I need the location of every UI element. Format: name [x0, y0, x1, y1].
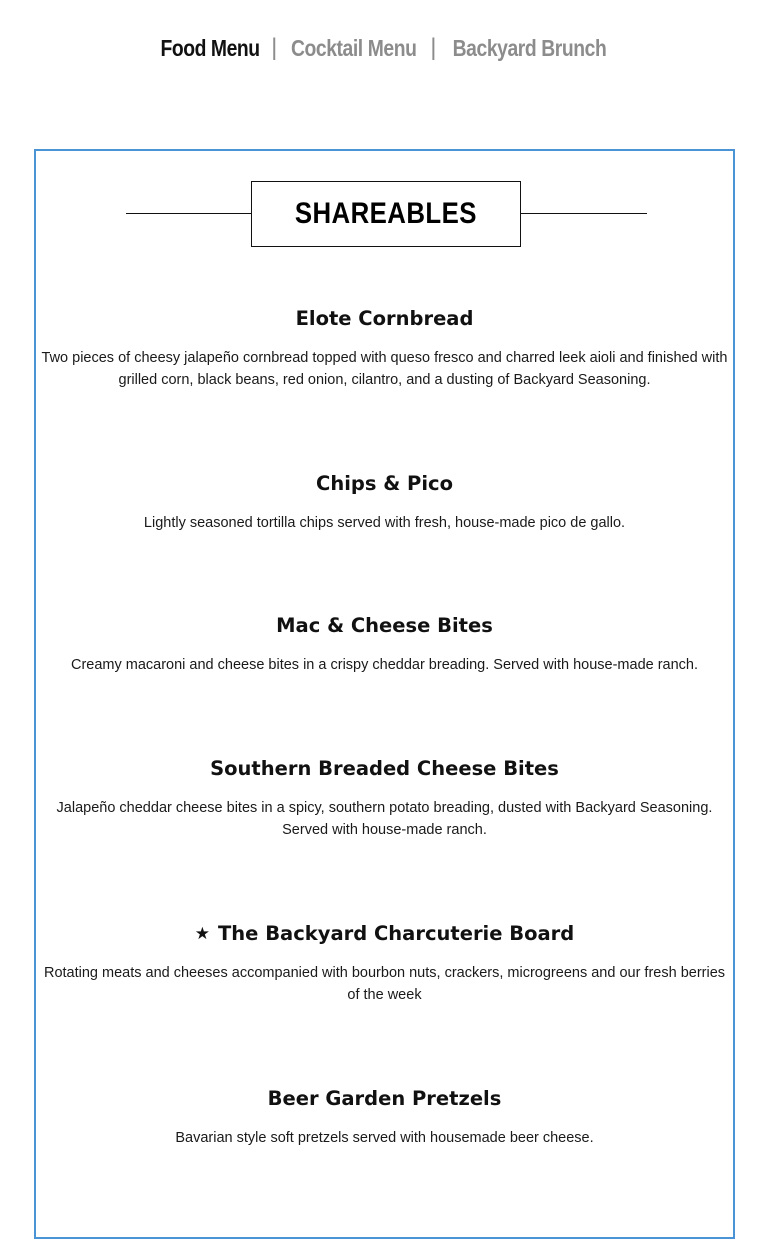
menu-item	[36, 469, 733, 534]
menu-item-name: Elote Cornbread	[295, 307, 474, 330]
menu-panel	[34, 149, 735, 1239]
menu-item	[36, 611, 733, 676]
menu-item-name: Southern Breaded Cheese Bites	[210, 757, 559, 780]
menu-item-description: Jalapeño cheddar cheese bites in a spicy, southern potato breading, dusted with Backyard Seasoning. Served with house-made ranch.	[56, 800, 713, 838]
menu-item-description: Two pieces of cheesy jalapeño cornbread topped with queso fresco and charred leek aioli and finished with grilled corn, black beans, red onion, cilantro, and a dusting of Backyard Seasoning.	[41, 350, 728, 388]
menu-item-description: Rotating meats and cheeses accompanied with bourbon nuts, crackers, microgreens and our fresh berries of the week	[43, 965, 726, 1003]
nav-food-menu[interactable]: Food Menu	[160, 34, 260, 61]
section-header	[36, 181, 733, 247]
menu-item-name: Beer Garden Pretzels	[267, 1087, 502, 1110]
menu-item-description: Bavarian style soft pretzels served with housemade beer cheese.	[175, 1130, 594, 1146]
section-title-box	[251, 181, 521, 247]
nav-separator: |	[430, 34, 437, 61]
menu-item-description: Creamy macaroni and cheese bites in a crispy cheddar breading. Served with house-made ranch.	[70, 657, 699, 673]
nav-separator: |	[271, 34, 277, 61]
section-title: SHAREABLES	[294, 197, 478, 230]
menu-item	[36, 1084, 733, 1149]
menu-item-name: Chips & Pico	[316, 472, 453, 495]
star-icon: ★	[194, 924, 210, 944]
menu-item	[36, 304, 733, 391]
header-rule-left	[126, 213, 252, 214]
nav-backyard-brunch[interactable]: Backyard Brunch	[452, 34, 607, 61]
menu-item-name-text: The Backyard Charcuterie Board	[218, 922, 575, 945]
menu-item	[36, 919, 733, 1006]
menu-item-name: Mac & Cheese Bites	[276, 614, 493, 637]
header-rule-right	[521, 213, 647, 214]
menu-item-description: Lightly seasoned tortilla chips served with fresh, house-made pico de gallo.	[143, 515, 626, 531]
menu-item	[36, 754, 733, 841]
nav-cocktail-menu[interactable]: Cocktail Menu	[290, 34, 417, 61]
menu-item-name	[36, 919, 733, 949]
menu-nav	[0, 30, 772, 66]
